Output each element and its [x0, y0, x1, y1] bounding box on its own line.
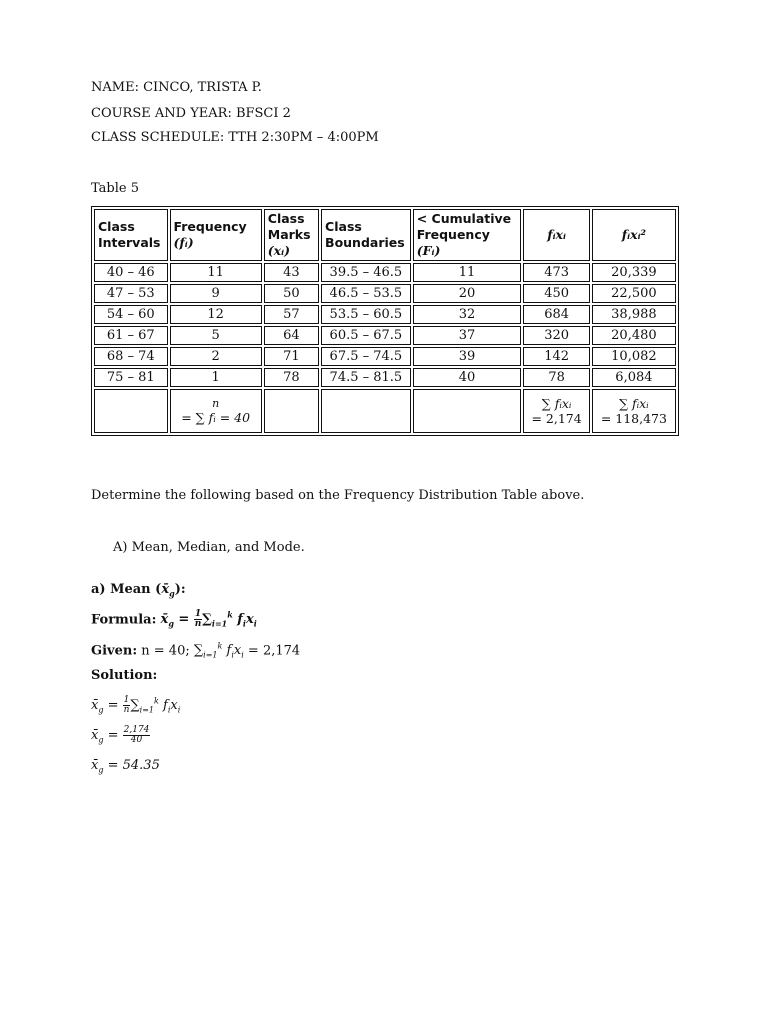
fraction-denominator: 40: [130, 735, 143, 745]
table-row: [94, 284, 676, 303]
table-cell: 53.5 – 60.5: [321, 305, 411, 324]
solution-step-1: $x̄_g$ = $\frac{1}{n}$ $\sum_{i=1}^k$ $f_ix_i$: [91, 695, 181, 715]
class-schedule: CLASS SCHEDULE: TTH 2:30PM – 4:00PM: [91, 130, 379, 145]
table-cell: 68 – 74: [94, 347, 168, 366]
header-class-intervals-text: Class Intervals: [98, 219, 161, 250]
totals-fx-value: = 2,174: [531, 411, 582, 426]
totals-empty-cell: [264, 389, 319, 433]
totals-fx2-expression: ∑ fᵢxᵢ: [619, 396, 649, 411]
header-class-intervals: [94, 209, 168, 261]
table-cell: 37: [413, 326, 522, 345]
table-cell: 40 – 46: [94, 263, 168, 282]
given-sum-expression: $\sum_{i=1}^k$ $f_ix_i$: [193, 642, 244, 660]
totals-frequency-cell: [170, 389, 262, 433]
table-cell: 20: [413, 284, 522, 303]
totals-empty-cell: [321, 389, 411, 433]
totals-n-label: n: [212, 397, 220, 410]
table-cell: 20,480: [592, 326, 676, 345]
table-cell: 5: [170, 326, 262, 345]
totals-fx2-value: = 118,473: [600, 411, 667, 426]
formula-line: [91, 610, 257, 629]
table-cell: 78: [264, 368, 319, 387]
table-cell: 40: [413, 368, 522, 387]
given-label: Given:: [91, 643, 138, 659]
table-cell: 684: [523, 305, 589, 324]
given-n: n = 40;: [141, 643, 190, 659]
table-row: [94, 326, 676, 345]
header-cumulative-text: < Cumulative Frequency: [416, 211, 512, 242]
mean-heading-suffix: ):: [174, 582, 186, 597]
header-class-marks-text: Class Marks: [267, 211, 311, 242]
table-cell: 67.5 – 74.5: [321, 347, 411, 366]
header-cumulative-symbol: (Fᵢ): [416, 243, 441, 258]
header-fx2: [592, 209, 676, 261]
table-cell: 12: [170, 305, 262, 324]
table-cell: 20,339: [592, 263, 676, 282]
totals-empty-cell: [94, 389, 168, 433]
totals-fx-expression: ∑ fᵢxᵢ: [541, 396, 572, 411]
student-name: NAME: CINCO, TRISTA P.: [91, 80, 262, 95]
formula-expression: $x̄_g$ = $\frac{1}{n}$ $\sum_{i=1}^k$ $f_ix_i$: [160, 609, 257, 630]
table-cell: 320: [523, 326, 589, 345]
instructions-text: Determine the following based on the Frequency Distribution Table above.: [91, 488, 585, 503]
table-cell: 71: [264, 347, 319, 366]
course-year: COURSE AND YEAR: BFSCI 2: [91, 106, 291, 121]
table-cell: 74.5 – 81.5: [321, 368, 411, 387]
given-sum-value: = 2,174: [247, 643, 301, 659]
mean-result-value: = 54.35: [107, 758, 160, 773]
header-frequency-symbol: (fᵢ): [173, 235, 194, 250]
header-frequency-text: Frequency: [173, 219, 247, 234]
table-cell: 61 – 67: [94, 326, 168, 345]
table-totals-row: [94, 389, 676, 433]
table-cell: 1: [170, 368, 262, 387]
mean-heading-symbol: x̄: [161, 582, 170, 597]
table-cell: 9: [170, 284, 262, 303]
totals-fx2-cell: [592, 389, 676, 433]
table-row: [94, 305, 676, 324]
fraction-numerator: 2,174: [123, 725, 150, 735]
table-cell: 78: [523, 368, 589, 387]
mean-heading: [91, 582, 186, 599]
table-cell: 11: [170, 263, 262, 282]
mean-heading-subscript: g: [169, 588, 175, 599]
solution-step-2: $x̄_g$ = $\frac{2,174}{40}$: [91, 725, 150, 745]
frequency-distribution-table: [91, 206, 679, 436]
totals-fx-cell: [523, 389, 589, 433]
solution-label: Solution:: [91, 668, 158, 683]
table-cell: 32: [413, 305, 522, 324]
table-cell: 6,084: [592, 368, 676, 387]
totals-n-sum: = ∑ fᵢ = 40: [181, 410, 251, 425]
table-header-row: [94, 209, 676, 261]
formula-label: Formula:: [91, 612, 157, 628]
header-class-marks: [264, 209, 319, 261]
part-a-label: A) Mean, Median, and Mode.: [113, 540, 305, 555]
given-line: [91, 642, 300, 660]
table-cell: 43: [264, 263, 319, 282]
table-cell: 50: [264, 284, 319, 303]
header-cumulative-frequency: [413, 209, 522, 261]
table-cell: 46.5 – 53.5: [321, 284, 411, 303]
mean-heading-prefix: a) Mean (: [91, 582, 162, 597]
table-cell: 473: [523, 263, 589, 282]
table-cell: 47 – 53: [94, 284, 168, 303]
table-cell: 38,988: [592, 305, 676, 324]
table-cell: 450: [523, 284, 589, 303]
header-fx-symbol: fᵢxᵢ: [547, 227, 566, 242]
table-cell: 57: [264, 305, 319, 324]
table-cell: 39: [413, 347, 522, 366]
header-class-boundaries-text: Class Boundaries: [325, 219, 405, 250]
table-row: [94, 347, 676, 366]
table-row: [94, 368, 676, 387]
table-cell: 10,082: [592, 347, 676, 366]
header-class-boundaries: [321, 209, 411, 261]
table-cell: 22,500: [592, 284, 676, 303]
table-cell: 39.5 – 46.5: [321, 263, 411, 282]
table-cell: 11: [413, 263, 522, 282]
solution-result: $x̄_g = 54.35$: [91, 758, 160, 775]
table-cell: 54 – 60: [94, 305, 168, 324]
header-fx2-symbol: fᵢxᵢ²: [621, 227, 647, 242]
table-cell: 60.5 – 67.5: [321, 326, 411, 345]
table-cell: 75 – 81: [94, 368, 168, 387]
table-cell: 142: [523, 347, 589, 366]
header-fx: [523, 209, 589, 261]
totals-empty-cell: [413, 389, 522, 433]
header-class-marks-symbol: (xᵢ): [267, 243, 291, 258]
table-cell: 2: [170, 347, 262, 366]
table-title: Table 5: [91, 181, 139, 196]
header-frequency: [170, 209, 262, 261]
table-row: [94, 263, 676, 282]
table-cell: 64: [264, 326, 319, 345]
